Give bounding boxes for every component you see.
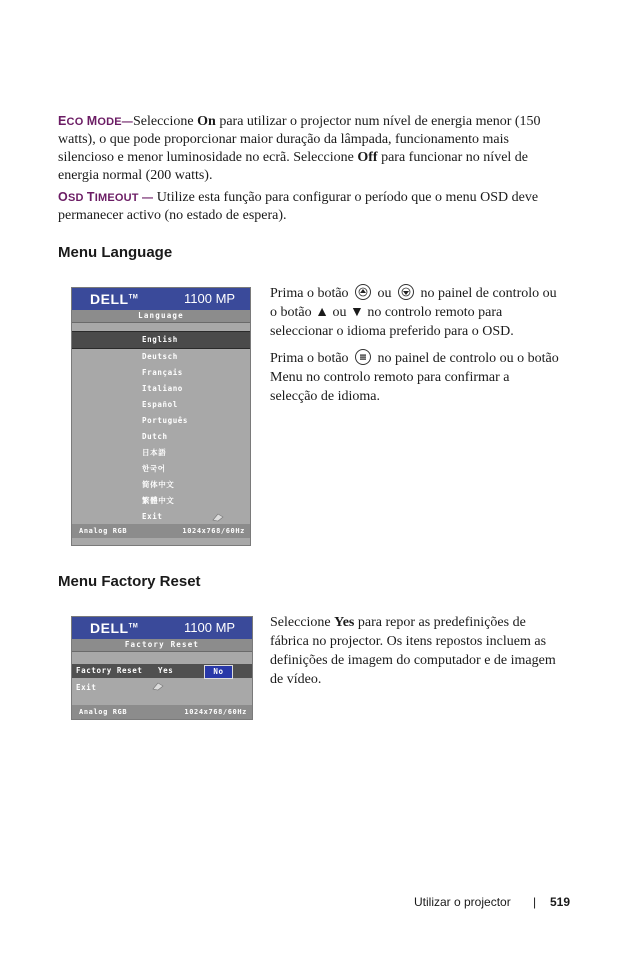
- exit-row[interactable]: Exit: [72, 681, 252, 695]
- language-option[interactable]: Dutch: [142, 432, 168, 441]
- yes-option[interactable]: Yes: [158, 666, 174, 675]
- eco-mode-term: ECO MODE—: [58, 114, 133, 128]
- osd-header: [72, 288, 250, 310]
- language-option[interactable]: 日本語: [142, 448, 167, 457]
- exit-icon: [152, 681, 164, 696]
- factory-reset-instructions: [270, 613, 560, 697]
- model-name: 1100 MP: [184, 620, 236, 635]
- language-instruction-2: Prima o botão no painel de controlo ou o botão Menu no controlo remoto para confirmar a selecção de idioma.: [270, 351, 559, 404]
- menu-language-heading: Menu Language: [58, 244, 173, 261]
- language-option[interactable]: English: [72, 331, 250, 349]
- language-option[interactable]: 한국어: [142, 464, 166, 473]
- language-option[interactable]: Español: [142, 400, 178, 409]
- language-option[interactable]: Deutsch: [142, 352, 178, 361]
- factory-reset-instruction: Seleccione Yes para repor as predefinições de fábrica no projector. Os itens repostos incluem as definições de imagem do computador e de imagem de vídeo.: [270, 615, 556, 687]
- factory-reset-osd-screen: [71, 616, 253, 720]
- language-option[interactable]: 繁體中文: [142, 496, 175, 505]
- dell-logo: DELL™: [90, 291, 139, 307]
- menu-button-icon: [355, 349, 371, 365]
- language-osd-screen: [71, 287, 251, 546]
- model-name: 1100 MP: [184, 291, 236, 306]
- osd-title-bar: Language: [72, 310, 250, 323]
- osd-timeout-term: OSD TIMEOUT —: [58, 190, 154, 204]
- factory-reset-row[interactable]: Factory Reset Yes No: [72, 664, 252, 678]
- footer-section-title: Utilizar o projector: [414, 895, 511, 909]
- eco-mode-paragraph: ECO MODE—Seleccione On para utilizar o projector num nível de energia menor (150 watts), o que pode proporcionar maior duração da lâmpada, funcionamento mais silencioso e menor luminosidade no ecrã. Seleccione Off para funcionar no nível de energia normal (200 watts).: [58, 114, 541, 183]
- up-button-icon: [355, 284, 371, 300]
- language-option[interactable]: Français: [142, 368, 183, 377]
- osd-exit-item[interactable]: Exit: [72, 509, 250, 525]
- language-instructions: [270, 284, 560, 414]
- osd-footer: Analog RGB 1024x768/60Hz: [72, 524, 250, 538]
- language-option[interactable]: Português: [142, 416, 189, 425]
- osd-timeout-paragraph: OSD TIMEOUT — Utilize esta função para configurar o período que o menu OSD deve permanecer activo (no estado de espera).: [58, 190, 539, 223]
- language-instruction-1: Prima o botão ou no painel de controlo ou o botão ▲ ou ▼ no controlo remoto para seleccionar o idioma preferido para o OSD.: [270, 286, 557, 339]
- page-number: 519: [550, 895, 571, 909]
- osd-title-bar: Factory Reset: [72, 639, 252, 652]
- footer-separator: |: [533, 895, 537, 909]
- down-button-icon: [398, 284, 414, 300]
- no-option[interactable]: No: [204, 665, 233, 679]
- language-option[interactable]: 简体中文: [142, 480, 175, 489]
- dell-logo: DELL™: [90, 620, 139, 636]
- menu-factory-reset-heading: Menu Factory Reset: [58, 573, 201, 590]
- language-list: [72, 323, 250, 524]
- osd-footer: Analog RGB 1024x768/60Hz: [72, 705, 252, 719]
- language-option[interactable]: Italiano: [142, 384, 183, 393]
- osd-header: [72, 617, 252, 639]
